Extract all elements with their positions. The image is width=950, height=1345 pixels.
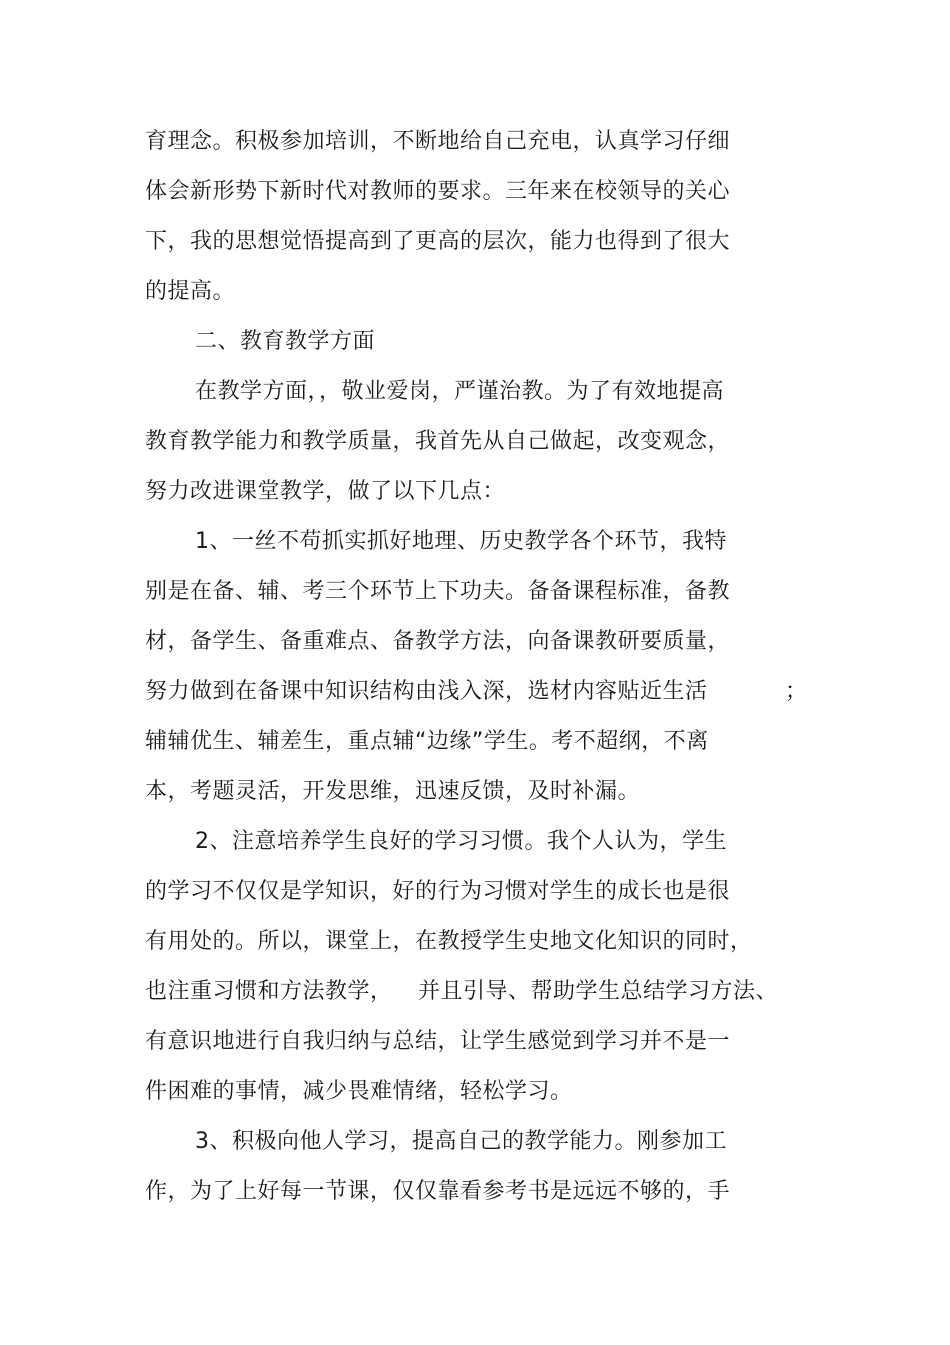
text-line: 教育教学能力和教学质量，我首先从自己做起，改变观念， xyxy=(145,429,731,454)
text-line-fragment: ； xyxy=(785,679,808,704)
text-line: 努力改进课堂教学，做了以下几点： xyxy=(145,479,506,504)
text-line: 育理念。积极参加培训，不断地给自己充电，认真学习仔细 xyxy=(145,129,731,154)
text-line: 作，为了上好每一节课，仅仅靠看参考书是远远不够的，手 xyxy=(145,1179,731,1204)
text-line-fragment: 并且引导、帮助学生总结学习方法、 xyxy=(418,979,779,1004)
text-line: 别是在备、辅、考三个环节上下功夫。备备课程标准，备教 xyxy=(145,579,731,604)
text-line: 有意识地进行自我归纳与总结，让学生感觉到学习并不是一 xyxy=(145,1029,731,1054)
text-line: 材，备学生、备重难点、备教学方法，向备课教研要质量， xyxy=(145,629,731,654)
text-line: 在教学方面，，敬业爱岗，严谨治教。为了有效地提高 xyxy=(195,379,725,404)
text-line: 3、积极向他人学习，提高自己的教学能力。刚参加工 xyxy=(195,1129,727,1154)
text-line: 2、注意培养学生良好的学习习惯。我个人认为，学生 xyxy=(195,829,727,854)
text-line: 努力做到在备课中知识结构由浅入深，选材内容贴近生活 xyxy=(145,679,708,704)
text-line: 辅辅优生、辅差生，重点辅“边缘”学生。考不超纲，不离 xyxy=(145,729,709,754)
text-line: 的学习不仅仅是学知识，好的行为习惯对学生的成长也是很 xyxy=(145,879,731,904)
text-line: 也注重习惯和方法教学， xyxy=(145,979,393,1004)
text-line: 本，考题灵活，开发思维，迅速反馈，及时补漏。 xyxy=(145,779,641,804)
text-line: 体会新形势下新时代对教师的要求。三年来在校领导的关心 xyxy=(145,179,731,204)
text-line: 有用处的。所以，课堂上，在教授学生史地文化知识的同时， xyxy=(145,929,753,954)
text-line: 下，我的思想觉悟提高到了更高的层次，能力也得到了很大 xyxy=(145,229,731,254)
text-line: 件困难的事情，减少畏难情绪，轻松学习。 xyxy=(145,1079,573,1104)
text-line: 1、一丝不苟抓实抓好地理、历史教学各个环节，我特 xyxy=(195,529,727,554)
text-line: 的提高。 xyxy=(145,279,236,304)
section-heading: 二、教育教学方面 xyxy=(195,329,376,354)
